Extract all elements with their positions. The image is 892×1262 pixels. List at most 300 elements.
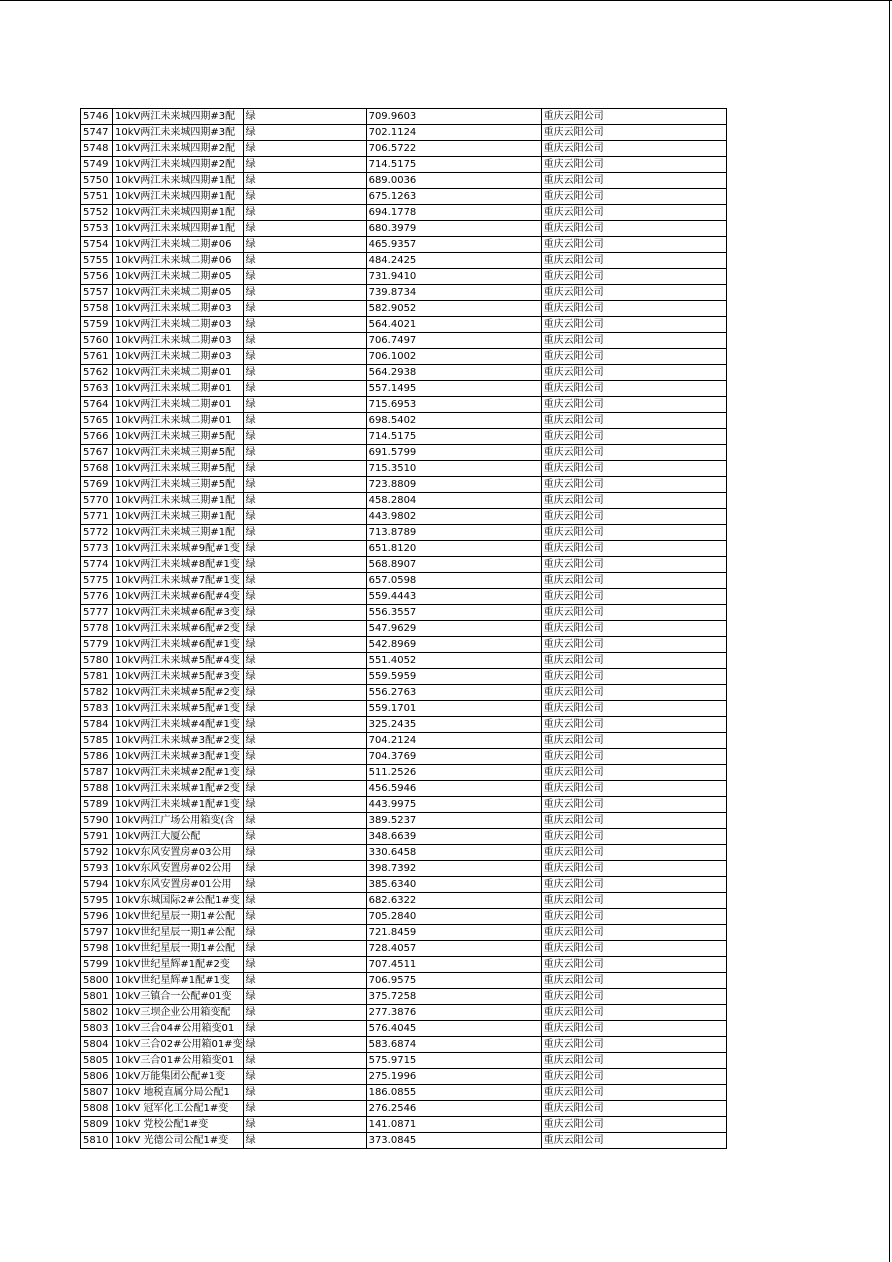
cell-id: 5805 xyxy=(81,1053,113,1069)
table-row xyxy=(81,349,727,365)
cell-color: 绿 xyxy=(243,365,366,381)
cell-value: 721.8459 xyxy=(366,925,541,941)
cell-company: 重庆云阳公司 xyxy=(541,269,726,285)
cell-value: 675.1263 xyxy=(366,189,541,205)
cell-name: 10kV两江未来城四期#2配 xyxy=(113,157,244,173)
cell-company: 重庆云阳公司 xyxy=(541,1053,726,1069)
cell-company: 重庆云阳公司 xyxy=(541,637,726,653)
cell-id: 5793 xyxy=(81,861,113,877)
table-row xyxy=(81,1101,727,1117)
cell-id: 5749 xyxy=(81,157,113,173)
cell-value: 385.6340 xyxy=(366,877,541,893)
cell-value: 375.7258 xyxy=(366,989,541,1005)
cell-value: 657.0598 xyxy=(366,573,541,589)
cell-company: 重庆云阳公司 xyxy=(541,557,726,573)
cell-value: 564.4021 xyxy=(366,317,541,333)
cell-company: 重庆云阳公司 xyxy=(541,861,726,877)
cell-value: 680.3979 xyxy=(366,221,541,237)
table-row xyxy=(81,573,727,589)
table-row xyxy=(81,589,727,605)
table-row xyxy=(81,909,727,925)
table-row xyxy=(81,973,727,989)
cell-value: 731.9410 xyxy=(366,269,541,285)
cell-company: 重庆云阳公司 xyxy=(541,205,726,221)
cell-company: 重庆云阳公司 xyxy=(541,445,726,461)
cell-value: 576.4045 xyxy=(366,1021,541,1037)
cell-id: 5760 xyxy=(81,333,113,349)
table-row xyxy=(81,989,727,1005)
cell-name: 10kV两江未来城二期#03 xyxy=(113,317,244,333)
cell-name: 10kV两江未来城二期#01 xyxy=(113,365,244,381)
cell-name: 10kV世纪星辰一期1#公配 xyxy=(113,925,244,941)
cell-color: 绿 xyxy=(243,813,366,829)
cell-company: 重庆云阳公司 xyxy=(541,221,726,237)
cell-name: 10kV两江未来城二期#01 xyxy=(113,397,244,413)
cell-id: 5778 xyxy=(81,621,113,637)
cell-id: 5810 xyxy=(81,1133,113,1149)
cell-value: 443.9802 xyxy=(366,509,541,525)
cell-color: 绿 xyxy=(243,861,366,877)
cell-name: 10kV东风安置房#03公用 xyxy=(113,845,244,861)
cell-company: 重庆云阳公司 xyxy=(541,285,726,301)
cell-value: 557.1495 xyxy=(366,381,541,397)
cell-id: 5766 xyxy=(81,429,113,445)
cell-company: 重庆云阳公司 xyxy=(541,397,726,413)
cell-company: 重庆云阳公司 xyxy=(541,877,726,893)
cell-company: 重庆云阳公司 xyxy=(541,525,726,541)
cell-value: 568.8907 xyxy=(366,557,541,573)
cell-name: 10kV两江未来城二期#03 xyxy=(113,349,244,365)
cell-color: 绿 xyxy=(243,477,366,493)
cell-color: 绿 xyxy=(243,845,366,861)
cell-id: 5752 xyxy=(81,205,113,221)
cell-value: 582.9052 xyxy=(366,301,541,317)
cell-name: 10kV两江未来城#6配#2变 xyxy=(113,621,244,637)
cell-id: 5775 xyxy=(81,573,113,589)
cell-value: 389.5237 xyxy=(366,813,541,829)
table-body xyxy=(81,109,727,1149)
table-row xyxy=(81,333,727,349)
cell-color: 绿 xyxy=(243,605,366,621)
cell-name: 10kV两江未来城#6配#1变 xyxy=(113,637,244,653)
cell-value: 707.4511 xyxy=(366,957,541,973)
cell-value: 330.6458 xyxy=(366,845,541,861)
cell-color: 绿 xyxy=(243,669,366,685)
cell-id: 5800 xyxy=(81,973,113,989)
cell-color: 绿 xyxy=(243,205,366,221)
cell-company: 重庆云阳公司 xyxy=(541,493,726,509)
table-row xyxy=(81,1117,727,1133)
cell-name: 10kV两江未来城二期#05 xyxy=(113,269,244,285)
cell-id: 5759 xyxy=(81,317,113,333)
cell-company: 重庆云阳公司 xyxy=(541,717,726,733)
cell-name: 10kV两江未来城四期#1配 xyxy=(113,189,244,205)
cell-id: 5786 xyxy=(81,749,113,765)
cell-color: 绿 xyxy=(243,701,366,717)
page-top-border xyxy=(0,0,892,1)
cell-name: 10kV两江未来城二期#01 xyxy=(113,413,244,429)
cell-company: 重庆云阳公司 xyxy=(541,253,726,269)
cell-name: 10kV两江未来城#3配#1变 xyxy=(113,749,244,765)
cell-name: 10kV 光德公司公配1#变 xyxy=(113,1133,244,1149)
cell-id: 5770 xyxy=(81,493,113,509)
cell-name: 10kV两江未来城四期#1配 xyxy=(113,221,244,237)
cell-color: 绿 xyxy=(243,909,366,925)
cell-id: 5799 xyxy=(81,957,113,973)
cell-id: 5783 xyxy=(81,701,113,717)
cell-value: 458.2804 xyxy=(366,493,541,509)
cell-value: 443.9975 xyxy=(366,797,541,813)
cell-id: 5784 xyxy=(81,717,113,733)
cell-company: 重庆云阳公司 xyxy=(541,669,726,685)
cell-id: 5755 xyxy=(81,253,113,269)
cell-company: 重庆云阳公司 xyxy=(541,461,726,477)
cell-company: 重庆云阳公司 xyxy=(541,1101,726,1117)
cell-color: 绿 xyxy=(243,125,366,141)
cell-id: 5753 xyxy=(81,221,113,237)
cell-name: 10kV世纪星辰一期1#公配 xyxy=(113,941,244,957)
cell-value: 186.0855 xyxy=(366,1085,541,1101)
cell-name: 10kV 党校公配1#变 xyxy=(113,1117,244,1133)
cell-id: 5787 xyxy=(81,765,113,781)
cell-id: 5789 xyxy=(81,797,113,813)
cell-color: 绿 xyxy=(243,973,366,989)
cell-value: 723.8809 xyxy=(366,477,541,493)
cell-value: 739.8734 xyxy=(366,285,541,301)
cell-company: 重庆云阳公司 xyxy=(541,653,726,669)
table-row xyxy=(81,941,727,957)
cell-color: 绿 xyxy=(243,269,366,285)
table-row xyxy=(81,445,727,461)
table-row xyxy=(81,1037,727,1053)
cell-id: 5777 xyxy=(81,605,113,621)
cell-company: 重庆云阳公司 xyxy=(541,957,726,973)
table-row xyxy=(81,317,727,333)
cell-value: 465.9357 xyxy=(366,237,541,253)
cell-company: 重庆云阳公司 xyxy=(541,1005,726,1021)
table-row xyxy=(81,253,727,269)
cell-value: 325.2435 xyxy=(366,717,541,733)
table-row xyxy=(81,701,727,717)
cell-id: 5788 xyxy=(81,781,113,797)
cell-color: 绿 xyxy=(243,749,366,765)
cell-value: 714.5175 xyxy=(366,157,541,173)
cell-color: 绿 xyxy=(243,237,366,253)
cell-id: 5780 xyxy=(81,653,113,669)
cell-name: 10kV两江未来城二期#06 xyxy=(113,237,244,253)
cell-company: 重庆云阳公司 xyxy=(541,1021,726,1037)
cell-name: 10kV两江未来城四期#1配 xyxy=(113,205,244,221)
cell-id: 5764 xyxy=(81,397,113,413)
cell-company: 重庆云阳公司 xyxy=(541,237,726,253)
cell-name: 10kV两江未来城#3配#2变 xyxy=(113,733,244,749)
table-row xyxy=(81,205,727,221)
cell-value: 682.6322 xyxy=(366,893,541,909)
cell-company: 重庆云阳公司 xyxy=(541,173,726,189)
cell-id: 5747 xyxy=(81,125,113,141)
cell-value: 714.5175 xyxy=(366,429,541,445)
cell-id: 5806 xyxy=(81,1069,113,1085)
cell-value: 511.2526 xyxy=(366,765,541,781)
cell-name: 10kV三合04#公用箱变01 xyxy=(113,1021,244,1037)
cell-value: 559.5959 xyxy=(366,669,541,685)
table-row xyxy=(81,749,727,765)
table-row xyxy=(81,301,727,317)
cell-value: 706.5722 xyxy=(366,141,541,157)
table-row xyxy=(81,845,727,861)
cell-value: 698.5402 xyxy=(366,413,541,429)
cell-name: 10kV世纪星辉#1配#2变 xyxy=(113,957,244,973)
cell-id: 5748 xyxy=(81,141,113,157)
table-row xyxy=(81,477,727,493)
cell-color: 绿 xyxy=(243,525,366,541)
cell-value: 713.8789 xyxy=(366,525,541,541)
table-row xyxy=(81,829,727,845)
cell-name: 10kV三合01#公用箱变01 xyxy=(113,1053,244,1069)
cell-value: 575.9715 xyxy=(366,1053,541,1069)
cell-company: 重庆云阳公司 xyxy=(541,1117,726,1133)
cell-color: 绿 xyxy=(243,429,366,445)
cell-name: 10kV两江未来城#1配#1变 xyxy=(113,797,244,813)
cell-company: 重庆云阳公司 xyxy=(541,701,726,717)
cell-name: 10kV东风安置房#01公用 xyxy=(113,877,244,893)
cell-id: 5751 xyxy=(81,189,113,205)
cell-color: 绿 xyxy=(243,317,366,333)
cell-name: 10kV两江未来城三期#5配 xyxy=(113,429,244,445)
cell-company: 重庆云阳公司 xyxy=(541,333,726,349)
cell-value: 715.3510 xyxy=(366,461,541,477)
table-row xyxy=(81,461,727,477)
cell-value: 559.1701 xyxy=(366,701,541,717)
cell-color: 绿 xyxy=(243,765,366,781)
cell-id: 5782 xyxy=(81,685,113,701)
cell-name: 10kV两江未来城二期#05 xyxy=(113,285,244,301)
cell-id: 5768 xyxy=(81,461,113,477)
cell-color: 绿 xyxy=(243,621,366,637)
table-row xyxy=(81,141,727,157)
cell-company: 重庆云阳公司 xyxy=(541,541,726,557)
cell-company: 重庆云阳公司 xyxy=(541,157,726,173)
cell-color: 绿 xyxy=(243,509,366,525)
cell-value: 709.9603 xyxy=(366,109,541,125)
cell-value: 556.2763 xyxy=(366,685,541,701)
table-row xyxy=(81,557,727,573)
cell-id: 5772 xyxy=(81,525,113,541)
cell-color: 绿 xyxy=(243,893,366,909)
cell-name: 10kV万能集团公配#1变 xyxy=(113,1069,244,1085)
cell-company: 重庆云阳公司 xyxy=(541,381,726,397)
cell-color: 绿 xyxy=(243,1101,366,1117)
cell-value: 689.0036 xyxy=(366,173,541,189)
cell-name: 10kV两江未来城二期#03 xyxy=(113,301,244,317)
cell-value: 706.9575 xyxy=(366,973,541,989)
table-row xyxy=(81,1085,727,1101)
table-row xyxy=(81,1133,727,1149)
cell-name: 10kV三镇合一公配#01变 xyxy=(113,989,244,1005)
cell-company: 重庆云阳公司 xyxy=(541,189,726,205)
cell-name: 10kV两江未来城四期#3配 xyxy=(113,109,244,125)
cell-company: 重庆云阳公司 xyxy=(541,125,726,141)
cell-color: 绿 xyxy=(243,461,366,477)
cell-id: 5798 xyxy=(81,941,113,957)
cell-company: 重庆云阳公司 xyxy=(541,989,726,1005)
cell-color: 绿 xyxy=(243,637,366,653)
cell-id: 5750 xyxy=(81,173,113,189)
cell-value: 694.1778 xyxy=(366,205,541,221)
cell-id: 5801 xyxy=(81,989,113,1005)
cell-color: 绿 xyxy=(243,589,366,605)
cell-company: 重庆云阳公司 xyxy=(541,509,726,525)
cell-color: 绿 xyxy=(243,109,366,125)
cell-name: 10kV 冠军化工公配1#变 xyxy=(113,1101,244,1117)
cell-value: 348.6639 xyxy=(366,829,541,845)
cell-value: 373.0845 xyxy=(366,1133,541,1149)
cell-name: 10kV两江未来城#5配#1变 xyxy=(113,701,244,717)
cell-id: 5763 xyxy=(81,381,113,397)
cell-value: 706.7497 xyxy=(366,333,541,349)
cell-company: 重庆云阳公司 xyxy=(541,589,726,605)
cell-name: 10kV两江未来城三期#1配 xyxy=(113,525,244,541)
cell-company: 重庆云阳公司 xyxy=(541,477,726,493)
cell-company: 重庆云阳公司 xyxy=(541,685,726,701)
cell-company: 重庆云阳公司 xyxy=(541,1085,726,1101)
cell-name: 10kV两江大厦公配 xyxy=(113,829,244,845)
cell-id: 5796 xyxy=(81,909,113,925)
cell-name: 10kV两江广场公用箱变(含 xyxy=(113,813,244,829)
cell-name: 10kV两江未来城#5配#2变 xyxy=(113,685,244,701)
cell-name: 10kV两江未来城四期#3配 xyxy=(113,125,244,141)
cell-company: 重庆云阳公司 xyxy=(541,109,726,125)
table-row xyxy=(81,605,727,621)
table-row xyxy=(81,413,727,429)
cell-value: 559.4443 xyxy=(366,589,541,605)
cell-color: 绿 xyxy=(243,301,366,317)
cell-value: 456.5946 xyxy=(366,781,541,797)
cell-color: 绿 xyxy=(243,285,366,301)
table-row xyxy=(81,365,727,381)
table-row xyxy=(81,125,727,141)
table-row xyxy=(81,637,727,653)
cell-name: 10kV东风安置房#02公用 xyxy=(113,861,244,877)
cell-color: 绿 xyxy=(243,189,366,205)
table-row xyxy=(81,525,727,541)
cell-color: 绿 xyxy=(243,685,366,701)
cell-color: 绿 xyxy=(243,493,366,509)
cell-name: 10kV两江未来城#5配#4变 xyxy=(113,653,244,669)
cell-name: 10kV两江未来城二期#01 xyxy=(113,381,244,397)
cell-color: 绿 xyxy=(243,941,366,957)
cell-company: 重庆云阳公司 xyxy=(541,1069,726,1085)
cell-id: 5769 xyxy=(81,477,113,493)
cell-value: 141.0871 xyxy=(366,1117,541,1133)
cell-value: 704.3769 xyxy=(366,749,541,765)
cell-company: 重庆云阳公司 xyxy=(541,733,726,749)
table-row xyxy=(81,893,727,909)
cell-value: 728.4057 xyxy=(366,941,541,957)
table-row xyxy=(81,541,727,557)
cell-color: 绿 xyxy=(243,1133,366,1149)
cell-id: 5754 xyxy=(81,237,113,253)
cell-name: 10kV两江未来城二期#06 xyxy=(113,253,244,269)
cell-company: 重庆云阳公司 xyxy=(541,893,726,909)
cell-color: 绿 xyxy=(243,877,366,893)
cell-value: 706.1002 xyxy=(366,349,541,365)
cell-value: 651.8120 xyxy=(366,541,541,557)
cell-value: 704.2124 xyxy=(366,733,541,749)
cell-id: 5756 xyxy=(81,269,113,285)
table-row xyxy=(81,1021,727,1037)
cell-id: 5774 xyxy=(81,557,113,573)
cell-value: 398.7392 xyxy=(366,861,541,877)
cell-company: 重庆云阳公司 xyxy=(541,621,726,637)
cell-color: 绿 xyxy=(243,925,366,941)
cell-id: 5757 xyxy=(81,285,113,301)
table-row xyxy=(81,1005,727,1021)
cell-id: 5804 xyxy=(81,1037,113,1053)
cell-company: 重庆云阳公司 xyxy=(541,1133,726,1149)
cell-value: 691.5799 xyxy=(366,445,541,461)
cell-id: 5794 xyxy=(81,877,113,893)
cell-company: 重庆云阳公司 xyxy=(541,365,726,381)
cell-value: 715.6953 xyxy=(366,397,541,413)
cell-id: 5771 xyxy=(81,509,113,525)
cell-value: 583.6874 xyxy=(366,1037,541,1053)
cell-name: 10kV两江未来城三期#1配 xyxy=(113,509,244,525)
cell-id: 5797 xyxy=(81,925,113,941)
table-row xyxy=(81,733,727,749)
cell-company: 重庆云阳公司 xyxy=(541,909,726,925)
cell-color: 绿 xyxy=(243,1069,366,1085)
table-row xyxy=(81,397,727,413)
cell-color: 绿 xyxy=(243,445,366,461)
cell-id: 5791 xyxy=(81,829,113,845)
table-row xyxy=(81,173,727,189)
cell-company: 重庆云阳公司 xyxy=(541,941,726,957)
cell-id: 5802 xyxy=(81,1005,113,1021)
cell-color: 绿 xyxy=(243,173,366,189)
cell-color: 绿 xyxy=(243,829,366,845)
cell-name: 10kV三合02#公用箱01#变 xyxy=(113,1037,244,1053)
cell-company: 重庆云阳公司 xyxy=(541,317,726,333)
table-row xyxy=(81,157,727,173)
data-table xyxy=(80,108,727,1149)
cell-value: 484.2425 xyxy=(366,253,541,269)
cell-name: 10kV两江未来城#1配#2变 xyxy=(113,781,244,797)
cell-color: 绿 xyxy=(243,349,366,365)
cell-value: 702.1124 xyxy=(366,125,541,141)
cell-color: 绿 xyxy=(243,957,366,973)
table-row xyxy=(81,285,727,301)
cell-company: 重庆云阳公司 xyxy=(541,813,726,829)
cell-id: 5809 xyxy=(81,1117,113,1133)
cell-name: 10kV两江未来城三期#5配 xyxy=(113,477,244,493)
table-row xyxy=(81,653,727,669)
cell-color: 绿 xyxy=(243,733,366,749)
cell-color: 绿 xyxy=(243,717,366,733)
table-row xyxy=(81,189,727,205)
table-row xyxy=(81,493,727,509)
cell-name: 10kV世纪星辰一期1#公配 xyxy=(113,909,244,925)
cell-company: 重庆云阳公司 xyxy=(541,845,726,861)
cell-company: 重庆云阳公司 xyxy=(541,781,726,797)
cell-id: 5790 xyxy=(81,813,113,829)
cell-color: 绿 xyxy=(243,221,366,237)
cell-value: 705.2840 xyxy=(366,909,541,925)
cell-color: 绿 xyxy=(243,413,366,429)
cell-color: 绿 xyxy=(243,653,366,669)
cell-name: 10kV两江未来城二期#03 xyxy=(113,333,244,349)
cell-color: 绿 xyxy=(243,397,366,413)
